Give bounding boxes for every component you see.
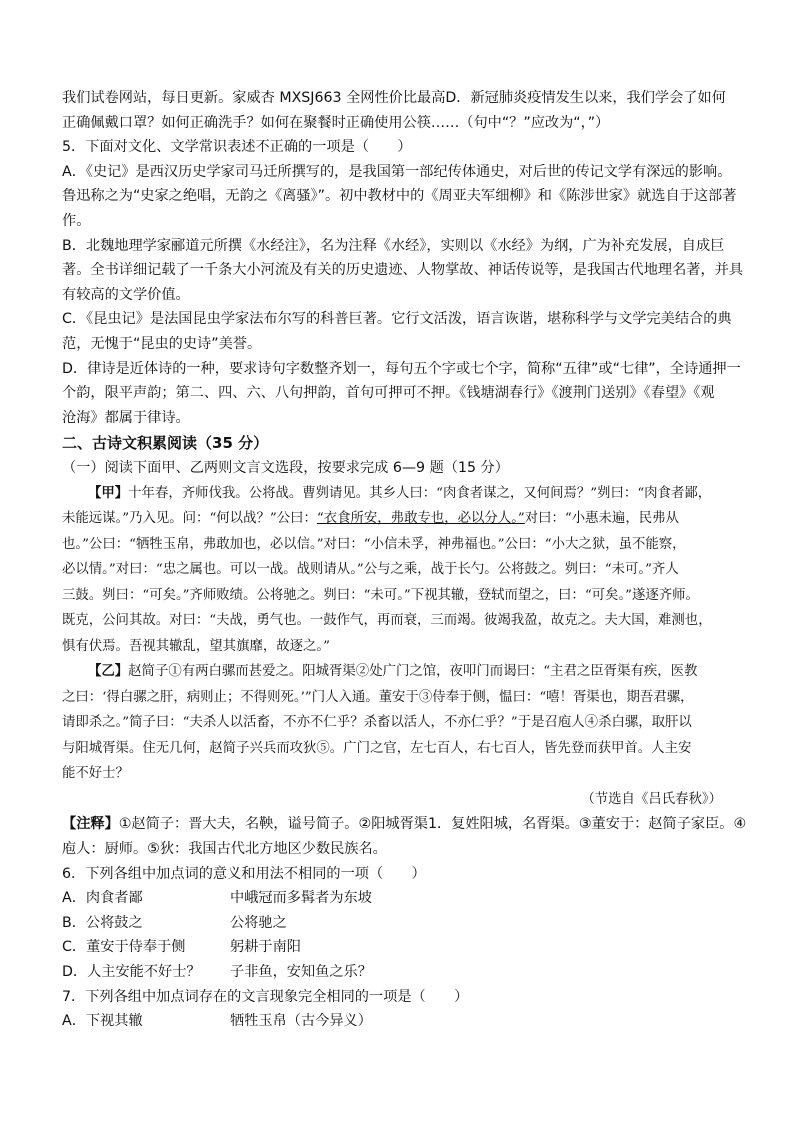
q5-option-b: 有较高的文学价值。: [62, 286, 190, 303]
notes-text: 庖人：厨师。⑤狄：我国古代北方地区少数民族名。: [62, 841, 387, 857]
passage-text: 既克，公问其故。对曰：“夫战，勇气也。一鼓作气，再而衰，三而竭。彼竭我盈，故克之。夫大国，难测也，: [62, 613, 712, 629]
option-left: B．公将鼓之: [62, 914, 143, 931]
q6-option: [62, 935, 742, 960]
passage-text: 对曰：“小惠未遍，民弗从: [524, 511, 679, 527]
q6-option: [62, 911, 742, 936]
underlined-text: “衣食所安，弗敢专也，必以分人。”: [316, 511, 525, 527]
q5-option-a: 作。: [62, 212, 91, 229]
q5-option-c: 范，无愧于“昆虫的史诗”美誉。: [62, 335, 262, 352]
document-page: [62, 86, 747, 1034]
q6-option: [62, 886, 742, 911]
option-right: 躬耕于南阳: [230, 939, 301, 956]
option-left: D．人主安能不好士？: [62, 963, 201, 980]
q5-option-d: 沧海》都属于律诗。: [62, 409, 190, 426]
notes-tag: 【注释】: [62, 816, 119, 833]
passage-tag: 【甲】: [88, 485, 129, 501]
notes: [62, 812, 747, 837]
passage-text: 十年春，齐师伐我。公将战。曹刿请见。其乡人曰：“肉食者谋之，又何间焉？”刿曰：“肉食者鄙，: [128, 485, 712, 501]
passage-text: 与阳城胥渠。住无几何，赵简子兴兵而攻狄⑤。广门之官，左七百人，右七百人，皆先登而获甲首。人主安: [62, 740, 692, 756]
q5-option-a: A．《史记》是西汉历史学家司马迁所撰写的，是我国第一部纪传体通史，对后世的传记文学有深远的影响。: [62, 163, 732, 180]
option-left: C．董安于侍奉于侧: [62, 939, 186, 956]
passage-text: 惧有伏焉。吾视其辙乱，望其旗靡，故逐之。”: [62, 638, 330, 654]
passage-text: 能不好士？: [62, 766, 129, 782]
option-right: 牺牲玉帛（古今异义）: [230, 1013, 372, 1030]
passage-text: 之曰：‘得白骡之肝，病则止；不得则死。’”门人入通。董安于③侍奉于侧，愠曰：“嘻！胥渠也，期吾君骡，: [62, 689, 694, 705]
passage-text: 未能远谋。”乃入见。问：“何以战？”公曰：: [62, 511, 317, 527]
option-left: A．肉食者鄙: [62, 890, 143, 907]
passage-tag: 【乙】: [88, 664, 129, 680]
option-right: 公将驰之: [230, 914, 287, 931]
option-right: 中峨冠而多髯者为东坡: [230, 890, 372, 907]
passage-text: 赵简子①有两白骡而甚爱之。阳城胥渠②处广门之馆，夜叩门而谒曰：“主君之臣胥渠有疾，医教: [128, 664, 698, 680]
notes-text: ①赵简子：晋大夫，名鞅，谥号简子。②阳城胥渠1．复姓阳城，名胥渠。③董安于：赵简子家臣。④: [118, 816, 747, 833]
text-line: 我们试卷网站，每日更新。家威杏 MXSJ663 全网性价比最高D．新冠肺炎疫情发生以来，我们学会了如何: [62, 90, 726, 106]
passage-text: 请即杀之。”简子曰：“夫杀人以活畜，不亦不仁乎？杀畜以活人，不亦仁乎？”于是召庖人④杀白骡，取肝以: [62, 715, 692, 731]
section-heading: 二、古诗文积累阅读（35 分）: [62, 434, 269, 453]
passage-text: 三鼓。刿曰：“可矣。”齐师败绩。公将驰之。刿曰：“未可。”下视其辙，登轼而望之，曰：“可矣。”遂逐齐师。: [62, 587, 699, 603]
question-6-stem: 6．下列各组中加点词的意义和用法不相同的一项（ ）: [62, 865, 426, 882]
q5-option-b: B．北魏地理学家郦道元所撰《水经注》，名为注释《水经》，实则以《水经》为纲，广为补充发展，自成巨: [62, 237, 725, 254]
q5-option-b: 著。全书详细记载了一千条大小河流及有关的历史遗迹、人物掌故、神话传说等，是我国古代地理名著，并具: [62, 262, 744, 279]
q5-option-d: D．律诗是近体诗的一种，要求诗句字数整齐划一，每句五个字或七个字，简称“五律”或“七律”，全诗通押一: [62, 360, 741, 377]
passage-jia: [62, 506, 742, 532]
q7-option: [62, 1009, 742, 1034]
q5-option-a: 鲁迅称之为“史家之绝唱，无韵之《离骚》”。初中教材中的《周亚夫军细柳》和《陈涉世家》就选自于这部著: [62, 188, 737, 205]
passage-text: 也。”公曰：“牺牲玉帛，弗敢加也，必以信。”对曰：“小信未孚，神弗福也。”公曰：“小大之狱，虽不能察，: [62, 536, 686, 552]
q5-option-d: 个韵，限平声韵；第二、四、六、八句押韵，首句可押可不押。《钱塘湖春行》《渡荆门送别》《春望》《观: [62, 385, 715, 402]
section-subheading: （一）阅读下面甲、乙两则文言文选段，按要求完成 6—9 题（15 分）: [62, 460, 509, 477]
option-left: A．下视其辙: [62, 1013, 143, 1030]
q5-option-c: C．《昆虫记》是法国昆虫学家法布尔写的科普巨著。它行文活泼，语言诙谐，堪称科学与文学完美结合的典: [62, 311, 732, 328]
option-right: 子非鱼，安知鱼之乐？: [230, 963, 372, 980]
text-line: 正确佩戴口罩？如何正确洗手？如何在聚餐时正确使用公筷……（句中“？”应改为“，”）: [62, 114, 610, 131]
question-5-stem: 5．下面对文化、文学常识表述不正确的一项是（ ）: [62, 139, 412, 156]
passage-jia: [62, 481, 742, 507]
passage-source: （节选自《吕氏春秋》）: [581, 791, 722, 807]
passage-text: 必以情。”对曰：“忠之属也。可以一战。战则请从。”公与之乘，战于长勺。公将鼓之。刿曰：“未可。”齐人: [62, 562, 679, 578]
question-7-stem: 7．下列各组中加点词存在的文言现象完全相同的一项是（ ）: [62, 988, 469, 1005]
q6-option: [62, 960, 742, 985]
passage-yi: [62, 659, 742, 685]
